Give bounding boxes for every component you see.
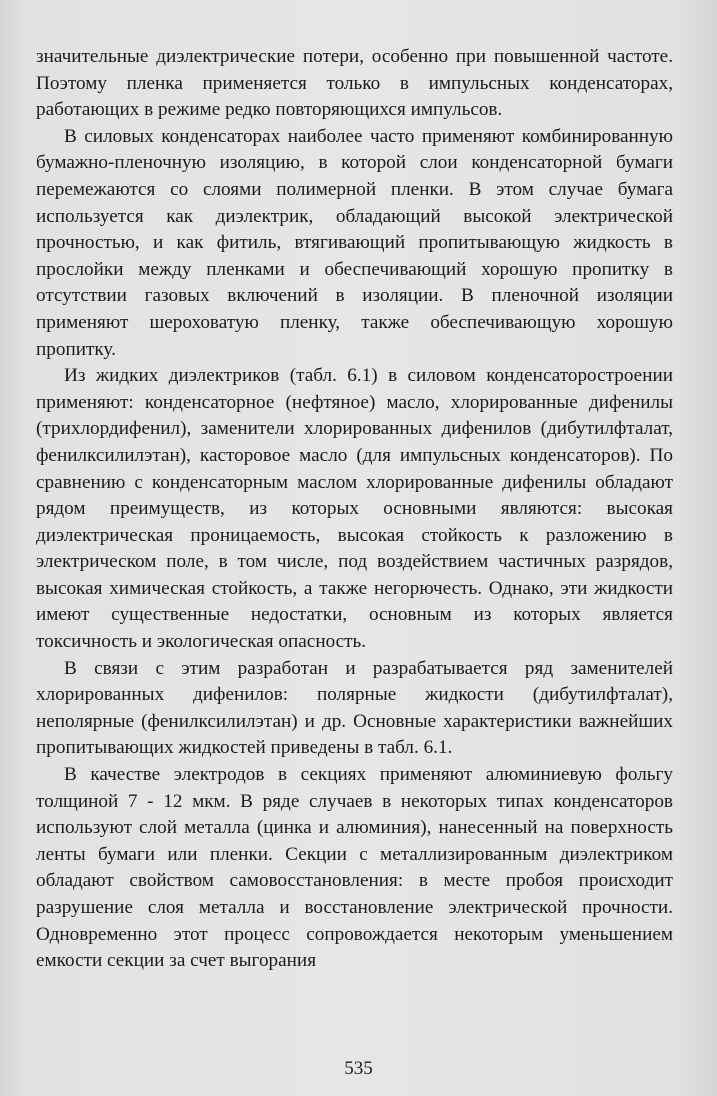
body-text: [36, 44, 673, 975]
paragraph-composite-insulation: В силовых конденсаторах наиболее часто применяют комбинированную бумажно-пленочную изоляцию, в которой слои конденсаторной бумаги перемежаются со слоями полимерной пленки. В этом случае бумага используется как диэлектрик, обладающий высокой электрической прочностью, и как фитиль, втягивающий пропитывающую жидкость в прослойки между пленками и обеспечивающий хорошую пропитку в отсутствии газовых включений в изоляции. В пленочной изоляции применяют шероховатую пленку, также обеспечивающую хорошую пропитку.: [36, 125, 673, 360]
paragraph-continuation: значительные диэлектрические потери, особенно при повышенной частоте. Поэтому пленка применяется только в импульсных конденсаторах, работающих в режиме редко повторяющихся импульсов.: [36, 46, 673, 121]
paragraph-liquid-dielectrics: Из жидких диэлектриков (табл. 6.1) в силовом конденсаторостроении применяют: конденсаторное (нефтяное) масло, хлорированные дифенилы (трихлордифенил), заменители хлорированных дифенилов (дибутилфталат, фенилксилилэтан), касторовое масло (для импульсных конденсаторов). По сравнению с конденсаторным маслом хлорированные дифенилы обладают рядом преимуществ, из которых основными являются: высокая диэлектрическая проницаемость, высокая стойкость к разложению в электрическом поле, в том числе, под воздействием частичных разрядов, высокая химическая стойкость, а также негорючесть. Однако, эти жидкости имеют существенные недостатки, основным из которых является токсичность и экологическая опасность.: [36, 365, 673, 653]
page-number: 535: [344, 1058, 373, 1079]
paragraph-substitutes: В связи с этим разработан и разрабатывается ряд заменителей хлорированных дифенилов: полярные жидкости (дибутилфталат), неполярные (фенилксилилэтан) и др. Основные характеристики важнейших пропитывающих жидкостей приведены в табл. 6.1.: [36, 657, 673, 759]
paragraph-electrodes: В качестве электродов в секциях применяют алюминиевую фольгу толщиной 7 - 12 мкм. В ряде случаев в некоторых типах конденсаторов используют слой металла (цинка и алюминия), нанесенный на поверхность ленты бумаги или пленки. Секции с металлизированным диэлектриком обладают свойством самовосстановления: в месте пробоя происходит разрушение слоя металла и восстановление электрической прочности. Одновременно этот процесс сопровождается некоторым уменьшением емкости секции за счет выгорания: [36, 764, 673, 972]
